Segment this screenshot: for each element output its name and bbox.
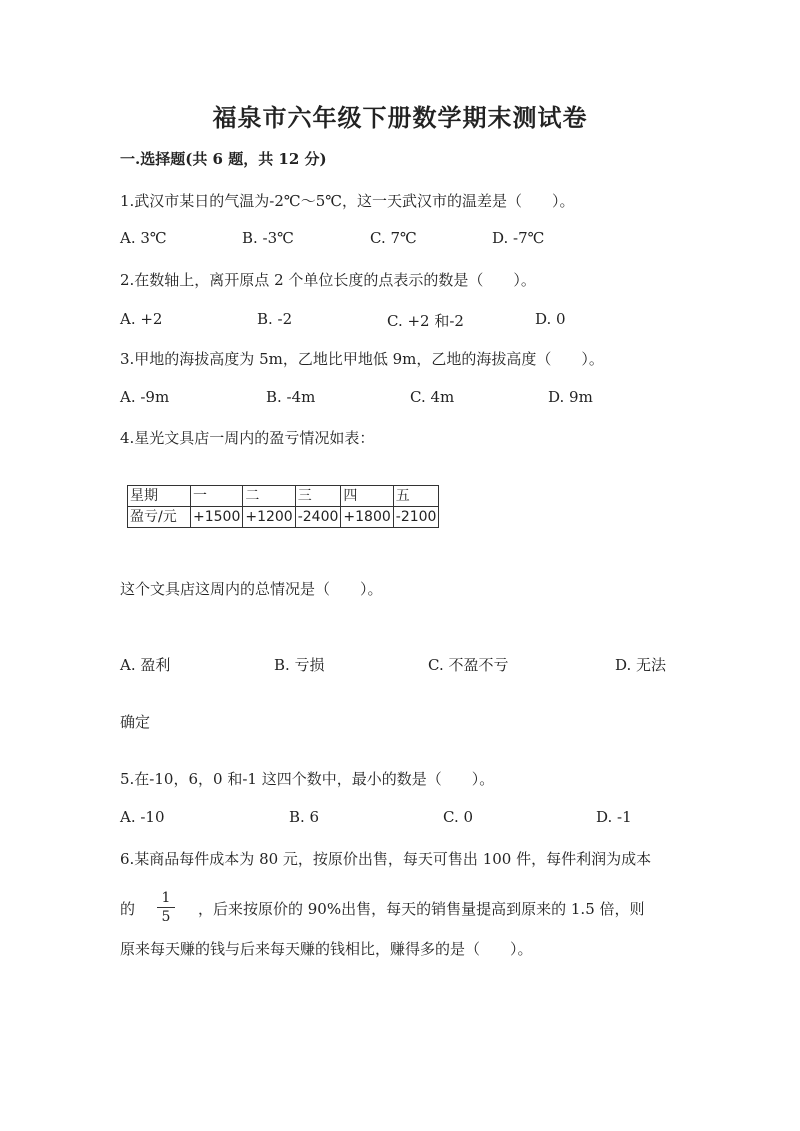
fraction-one-fifth [157,890,175,925]
page-title: 福泉市六年级下册数学期末测试卷 [212,103,588,132]
table-cell: -2400 [295,507,341,528]
table-header-cell: 二 [243,486,295,507]
table-row [128,486,439,507]
q1-option-b: B. -3℃ [242,229,294,247]
question-1-text: 1.武汉市某日的气温为-2℃～5℃，这一天武汉市的温差是（ ）。 [120,192,575,210]
fraction-denominator: 5 [161,909,171,925]
table-header-cell: 一 [191,486,243,507]
question-6-line-2-prefix: 的 [120,900,136,918]
table-cell: +1800 [341,507,393,528]
table-row [128,507,439,528]
question-6-line-2: ，后来按原价的 90%出售，每天的销售量提高到原来的 1.5 倍，则 [198,900,645,918]
q1-option-a: A. 3℃ [120,229,167,247]
question-3-text: 3.甲地的海拔高度为 5m，乙地比甲地低 9m，乙地的海拔高度（ ）。 [120,350,604,368]
q1-option-d: D. -7℃ [492,229,545,247]
table-header-cell: 五 [393,486,439,507]
table-cell: +1200 [243,507,295,528]
q4-option-c: C. 不盈不亏 [428,656,509,674]
q5-option-b: B. 6 [289,808,320,826]
q5-option-c: C. 0 [443,808,474,826]
fraction-numerator: 1 [161,890,171,906]
question-4-text: 4.星光文具店一周内的盈亏情况如表： [120,429,375,447]
question-5-text: 5.在-10，6，0 和-1 这四个数中，最小的数是（ ）。 [120,770,495,788]
table-cell: +1500 [191,507,243,528]
q1-option-c: C. 7℃ [370,229,417,247]
q4-option-d: D. 无法 [615,656,667,674]
q4-option-a: A. 盈利 [120,656,171,674]
q2-option-d: D. 0 [535,310,566,328]
q2-option-c: C. +2 和-2 [387,312,464,330]
question-6-line-1: 6.某商品每件成本为 80 元，按原价出售，每天可售出 100 件，每件利润为成本 [120,850,652,868]
table-header-cell: 四 [341,486,393,507]
q3-option-c: C. 4m [410,388,455,406]
question-4-prompt: 这个文具店这周内的总情况是（ ）。 [120,580,383,598]
q4-option-b: B. 亏损 [274,656,325,674]
q2-option-a: A. +2 [120,310,163,328]
question-2-text: 2.在数轴上，离开原点 2 个单位长度的点表示的数是（ ）。 [120,271,536,289]
table-header-cell: 三 [295,486,341,507]
section-heading: 一.选择题(共 6 题，共 12 分) [120,150,327,168]
table-cell: -2100 [393,507,439,528]
q2-option-b: B. -2 [257,310,293,328]
fraction-bar [157,907,175,908]
q3-option-b: B. -4m [266,388,316,406]
q4-option-d-continuation: 确定 [120,713,151,731]
q5-option-a: A. -10 [120,808,165,826]
table-cell: 盈亏/元 [128,507,191,528]
q5-option-d: D. -1 [596,808,632,826]
profit-loss-table [127,485,439,528]
q3-option-a: A. -9m [120,388,170,406]
table-header-cell: 星期 [128,486,191,507]
question-6-line-3: 原来每天赚的钱与后来每天赚的钱相比，赚得多的是（ ）。 [120,940,533,958]
q3-option-d: D. 9m [548,388,593,406]
